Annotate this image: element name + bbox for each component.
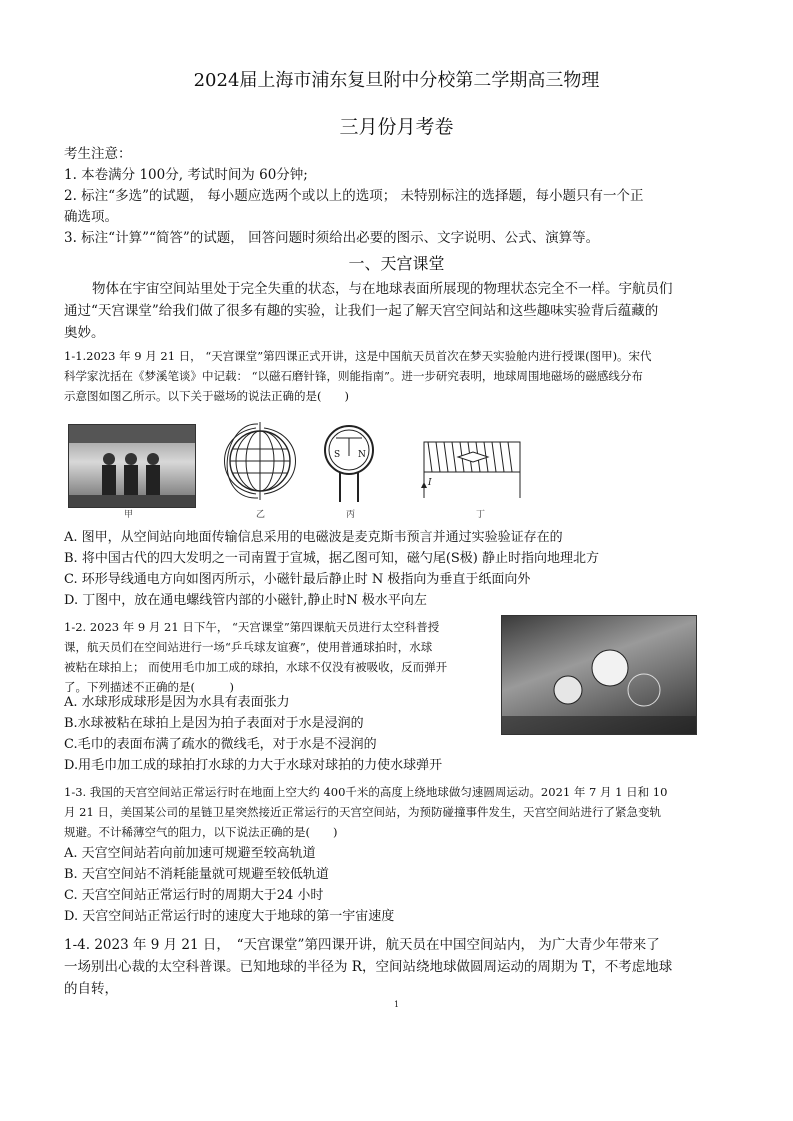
needle-s-label: S: [334, 450, 341, 460]
q1-1-option-a: A. 图甲，从空间站向地面传输信息采用的电磁波是麦克斯韦预言并通过实验验证存在的: [64, 530, 563, 545]
q1-1-stem-3: 示意图如图乙所示。以下关于磁场的说法正确的是( ): [64, 389, 349, 403]
page-number: 1: [394, 1000, 400, 1009]
q1-4-stem-2: 一场别出心裁的太空科普课。已知地球的半径为 R，空间站绕地球做圆周运动的周期为 T，不考虑地球: [64, 959, 673, 975]
q1-3-option-d: D. 天宫空间站正常运行时的速度大于地球的第一宇宙速度: [64, 909, 395, 924]
earth-magnetic-field-icon: [212, 414, 308, 508]
q1-3-option-b: B. 天宫空间站不消耗能量就可规避至较低轨道: [64, 867, 329, 882]
q1-2-stem-3: 被粘在球拍上； 而使用毛巾加工成的球拍，水球不仅没有被吸收，反而弹开: [64, 660, 448, 674]
q1-2-option-c: C.毛巾的表面布满了疏水的微线毛，对于水是不浸润的: [64, 737, 377, 752]
figure-jia-photo: [68, 424, 196, 508]
q1-2-stem-2: 课，航天员们在空间站进行一场“乒乓球友谊赛”，使用普通球拍时，水球: [64, 640, 433, 654]
q1-1-stem-2: 科学家沈括在《梦溪笔谈》中记载： “以磁石磨针锋，则能指南”。进一步研究表明，地球周围地磁场的磁感线分布: [64, 369, 643, 383]
figure-ding-solenoid: [418, 434, 530, 502]
section-intro-2: 通过“天宫课堂”给我们做了很多有趣的实验，让我们一起了解天宫空间站和这些趣味实验背后蕴藏的: [64, 303, 659, 319]
q1-2-option-d: D.用毛巾加工成的球拍打水球的力大于水球对球拍的力使水球弹开: [64, 758, 443, 773]
figure-bing-loop: [318, 416, 380, 506]
section-intro-3: 奥妙。: [64, 325, 105, 341]
q1-2-stem-1: 1-2. 2023 年 9 月 21 日下午， “天宫课堂”第四课航天员进行太空科普授: [64, 620, 440, 634]
q1-4-stem-1: 1-4. 2023 年 9 月 21 日， “天宫课堂”第四课开讲，航天员在中国空间站内， 为广大青少年带来了: [64, 937, 660, 953]
exam-title: 2024届上海市浦东复旦附中分校第二学期高三物理: [193, 70, 600, 91]
q1-1-option-c: C. 环形导线通电方向如图丙所示，小磁针最后静止时 N 极指向为垂直于纸面向外: [64, 572, 531, 587]
q1-4-stem-3: 的自转，: [64, 981, 118, 997]
q1-3-option-c: C. 天宫空间站正常运行时的周期大于24 小时: [64, 888, 324, 903]
q1-2-stem-4: 了。下列描述不正确的是( ): [64, 680, 234, 694]
figure-label-ding: 丁: [476, 510, 486, 520]
q1-1-option-b: B. 将中国古代的四大发明之一司南置于宣城，据乙图可知，磁勺尾(S极) 静止时指向地理北方: [64, 551, 600, 566]
q1-3-option-a: A. 天宫空间站若向前加速可规避至较高轨道: [64, 846, 316, 861]
q1-3-stem-1: 1-3. 我国的天宫空间站正常运行时在地面上空大约 400千米的高度上绕地球做匀速圆周运动。2021 年 7 月 1 日和 10: [64, 785, 668, 799]
current-i-label: I: [428, 478, 432, 488]
q1-3-stem-3: 规避。不计稀薄空气的阻力，以下说法正确的是( ): [64, 825, 338, 839]
solenoid-icon: [418, 434, 530, 502]
figure-label-yi: 乙: [256, 510, 266, 520]
notes-item-3: 3. 标注“计算”“简答”的试题， 回答问题时须给出必要的图示、文字说明、公式、演算等。: [64, 230, 600, 246]
needle-n-label: N: [358, 450, 366, 460]
q1-2-option-b: B.水球被粘在球拍上是因为拍子表面对于水是浸润的: [64, 716, 364, 731]
current-loop-icon: [318, 416, 380, 506]
figure-label-jia: 甲: [124, 510, 134, 520]
notes-heading: 考生注意：: [64, 146, 132, 162]
q1-1-option-d: D. 丁图中，放在通电螺线管内部的小磁针,静止时N 极水平向左: [64, 593, 427, 608]
section-intro-1: 物体在宇宙空间站里处于完全失重的状态，与在地球表面所展现的物理状态完全不一样。宇航员们: [92, 281, 673, 297]
water-ball-illustration: [502, 616, 696, 734]
q1-1-stem-1: 1-1.2023 年 9 月 21 日， “天宫课堂”第四课正式开讲，这是中国航天员首次在梦天实验舱内进行授课(图甲)。宋代: [64, 349, 652, 363]
notes-item-1: 1. 本卷满分 100分, 考试时间为 60分钟;: [64, 167, 308, 183]
figure-label-bing: 丙: [346, 510, 356, 520]
figure-yi-earth: [212, 414, 308, 508]
notes-item-2a: 2. 标注“多选”的试题， 每小题应选两个或以上的选项； 未特别标注的选择题，每小题只有一个正: [64, 188, 644, 204]
exam-subtitle: 三月份月考卷: [339, 116, 454, 138]
pingpong-photo: [501, 615, 697, 735]
notes-item-2b: 确选项。: [64, 209, 118, 225]
section-heading: 一、天宫课堂: [348, 254, 445, 273]
q1-3-stem-2: 月 21 日，美国某公司的星链卫星突然接近正常运行的天宫空间站，为预防碰撞事件发生，天宫空间站进行了紧急变轨: [64, 805, 661, 819]
astronauts-illustration: [69, 425, 195, 507]
q1-2-option-a: A. 水球形成球形是因为水具有表面张力: [64, 695, 290, 710]
